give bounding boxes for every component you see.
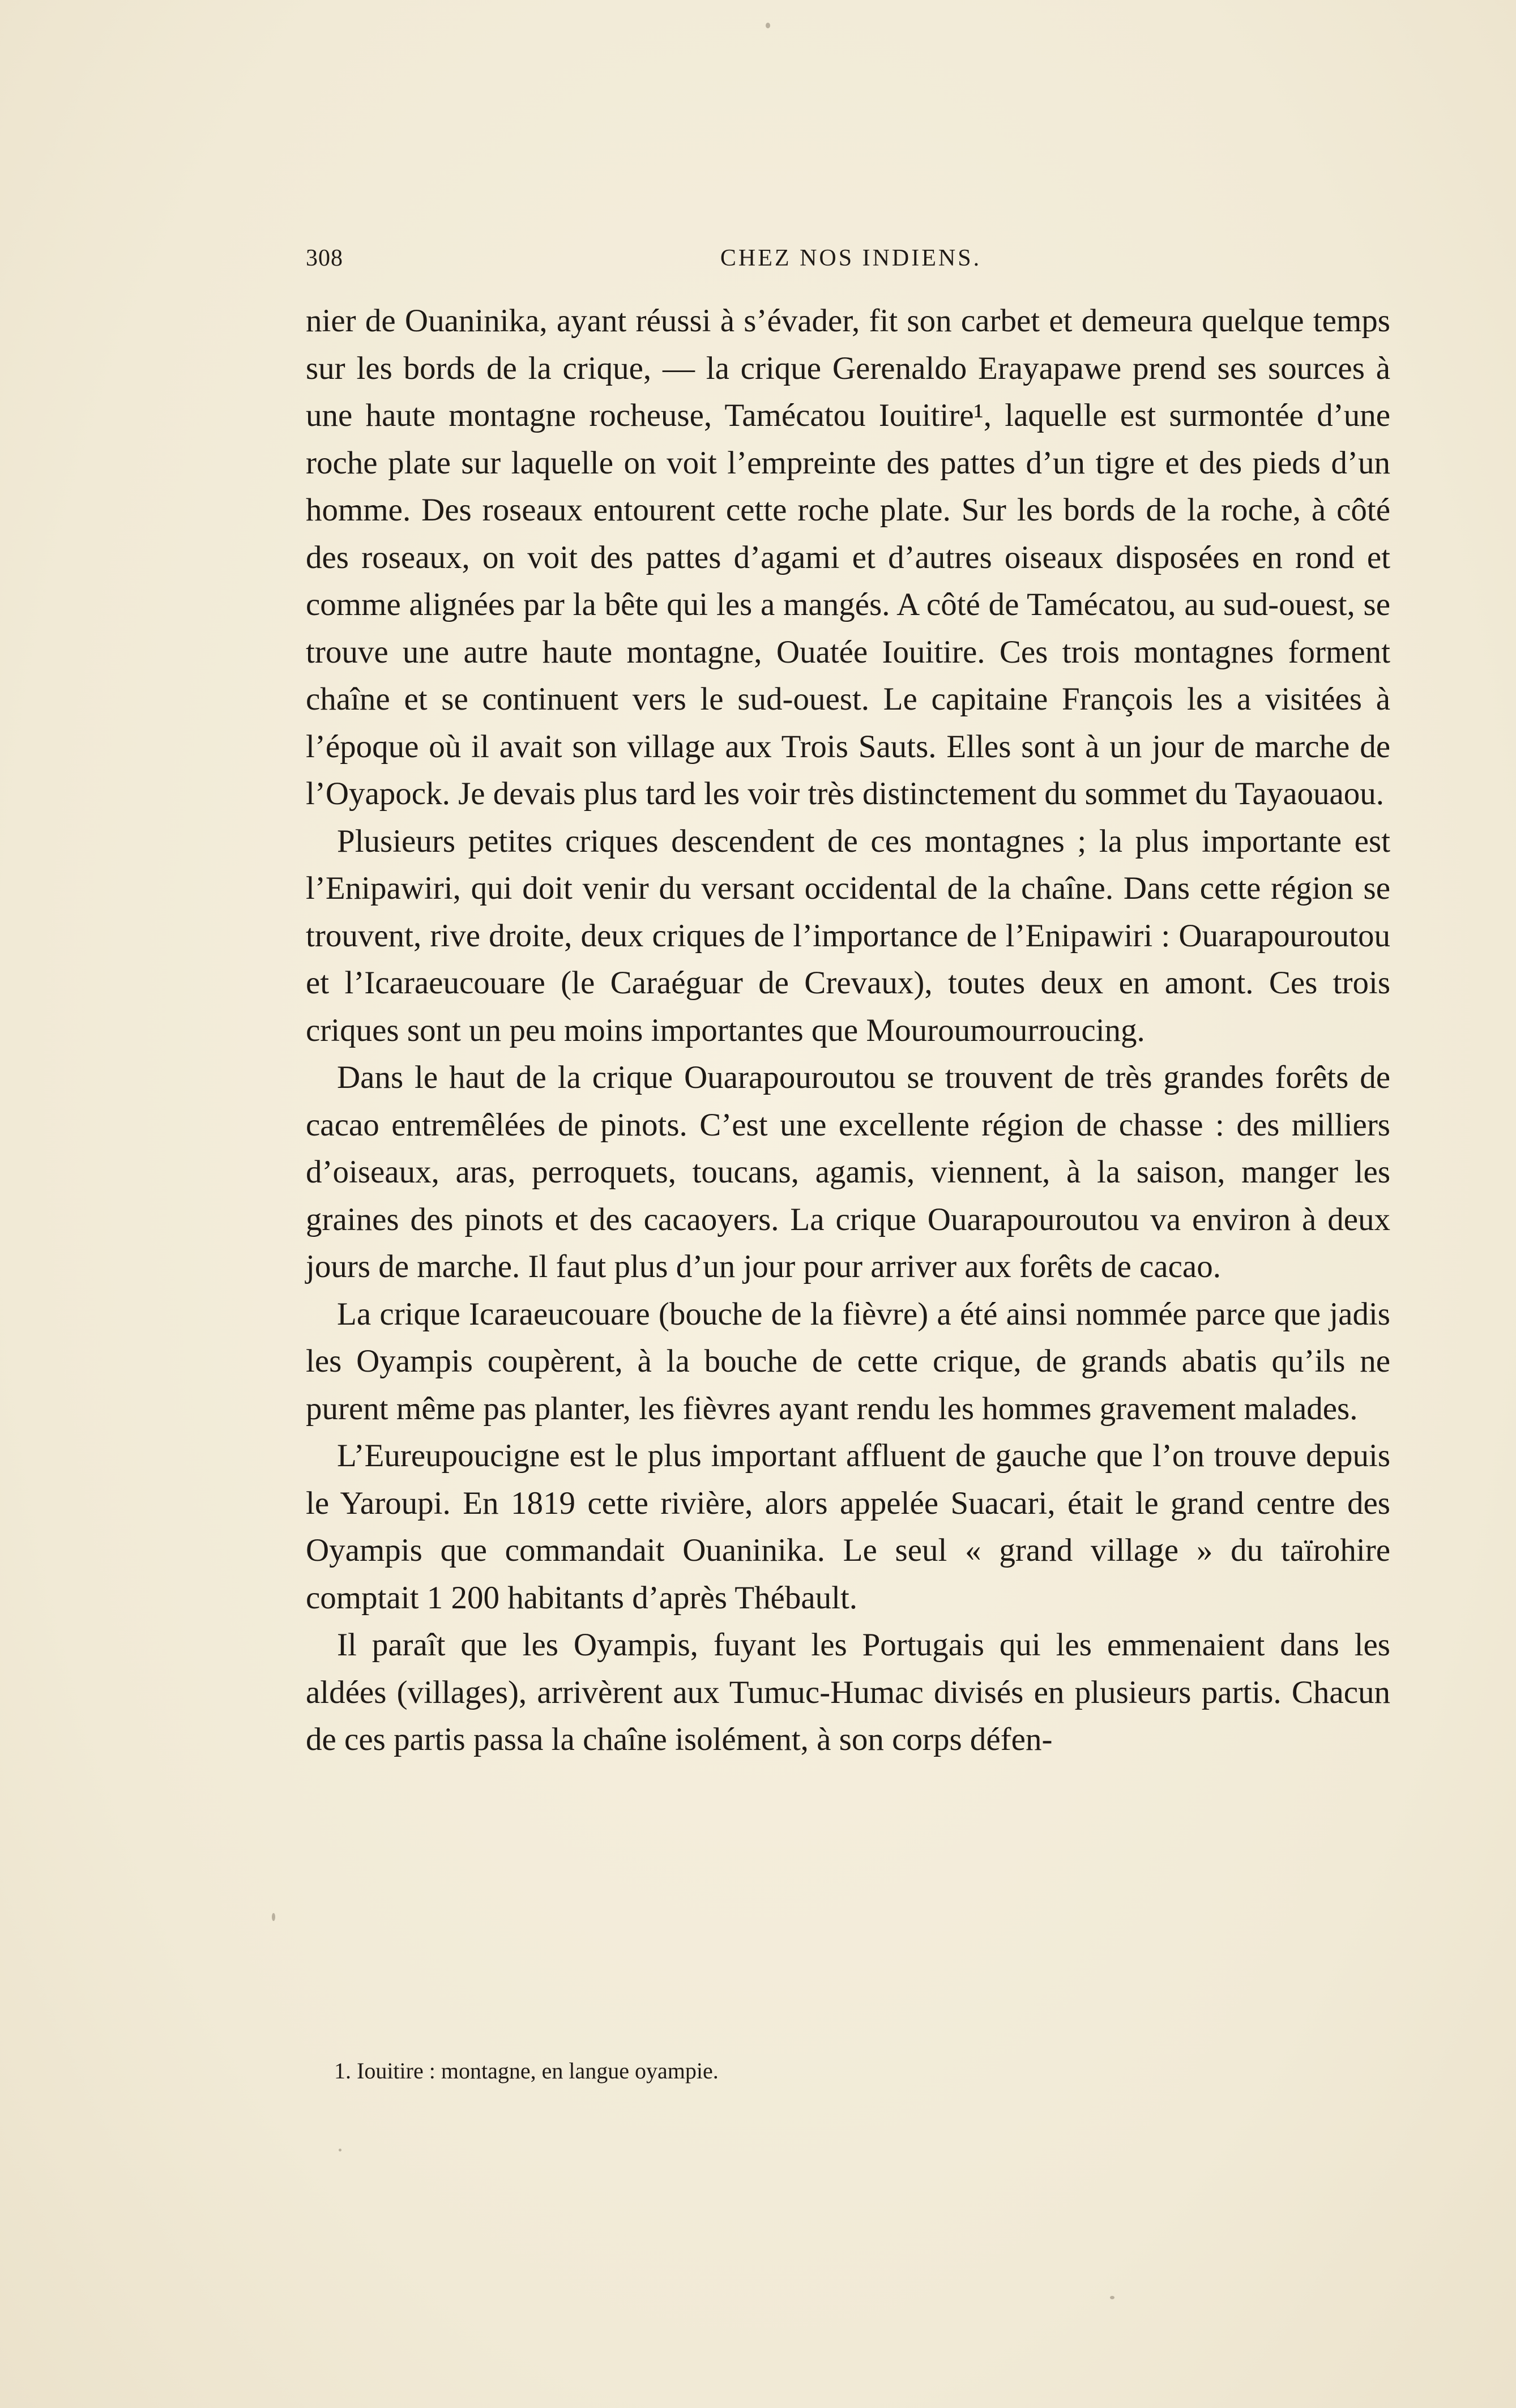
paragraph: La crique Icaraeucouare (bouche de la fièvre) a été ainsi nommée parce que jadis les Oyampis coupèrent, à la bouche de cette crique, de grands abatis qu’ils ne purent même pas planter, les fièvres ayant rendu les hommes gravement malades. bbox=[306, 1296, 1390, 1427]
paper-speck bbox=[339, 2149, 341, 2151]
running-head bbox=[306, 245, 1396, 279]
body-text bbox=[306, 297, 1390, 1764]
paper-speck bbox=[1110, 2296, 1114, 2299]
paper-speck bbox=[766, 23, 770, 28]
paragraph-continuation: nier de Ouaninika, ayant réussi à s’évader, fit son carbet et demeura quelque temps sur les bords de la crique, — la crique Gerenaldo Erayapawe prend ses sources à une haute montagne rocheuse, Tamécatou Iouitire¹, laquelle est surmontée d’une roche plate sur laquelle on voit l’empreinte des pattes d’un tigre et des pieds d’un homme. Des roseaux entourent cette roche plate. Sur les bords de la roche, à côté des roseaux, on voit des pattes d’agami et d’autres oiseaux disposées en rond et comme alignées par la bête qui les a mangés. A côté de Tamécatou, au sud-ouest, se trouve une autre haute montagne, Ouatée Iouitire. Ces trois montagnes forment chaîne et se continuent vers le sud-ouest. Le capitaine François les a visitées à l’époque où il avait son village aux Trois Sauts. Elles sont à un jour de marche de l’Oyapock. Je devais plus tard les voir très distinctement du sommet du Tayaouaou. bbox=[306, 303, 1390, 812]
footnote: 1. Iouitire : montagne, en langue oyampie. bbox=[334, 2058, 719, 2083]
paragraph: L’Eureupoucigne est le plus important affluent de gauche que l’on trouve depuis le Yaroupi. En 1819 cette rivière, alors appelée Suacari, était le grand centre des Oyampis que commandait Ouaninika. Le seul « grand village » du taïrohire comptait 1 200 habitants d’après Thébault. bbox=[306, 1438, 1390, 1616]
running-title: CHEZ NOS INDIENS. bbox=[720, 245, 982, 271]
paragraph: Plusieurs petites criques descendent de ces montagnes ; la plus importante est l’Enipawiri, qui doit venir du versant occidental de la chaîne. Dans cette région se trouvent, rive droite, deux criques de l’importance de l’Enipawiri : Ouarapouroutou et l’Icaraeucouare (le Caraéguar de Crevaux), toutes deux en amont. Ces trois criques sont un peu moins importantes que Mouroumourroucing. bbox=[306, 823, 1390, 1048]
paper-speck bbox=[272, 1913, 275, 1921]
paragraph: Dans le haut de la crique Ouarapouroutou se trouvent de très grandes forêts de cacao entremêlées de pinots. C’est une excellente région de chasse : des milliers d’oiseaux, aras, perroquets, toucans, agamis, viennent, à la saison, manger les graines des pinots et des cacaoyers. La crique Ouarapouroutou va environ à deux jours de marche. Il faut plus d’un jour pour arriver aux forêts de cacao. bbox=[306, 1060, 1390, 1284]
paragraph: Il paraît que les Oyampis, fuyant les Portugais qui les emmenaient dans les aldées (villages), arrivèrent aux Tumuc-Humac divisés en plusieurs partis. Chacun de ces partis passa la chaîne isolément, à son corps défen- bbox=[306, 1627, 1390, 1757]
page-number: 308 bbox=[306, 245, 343, 271]
